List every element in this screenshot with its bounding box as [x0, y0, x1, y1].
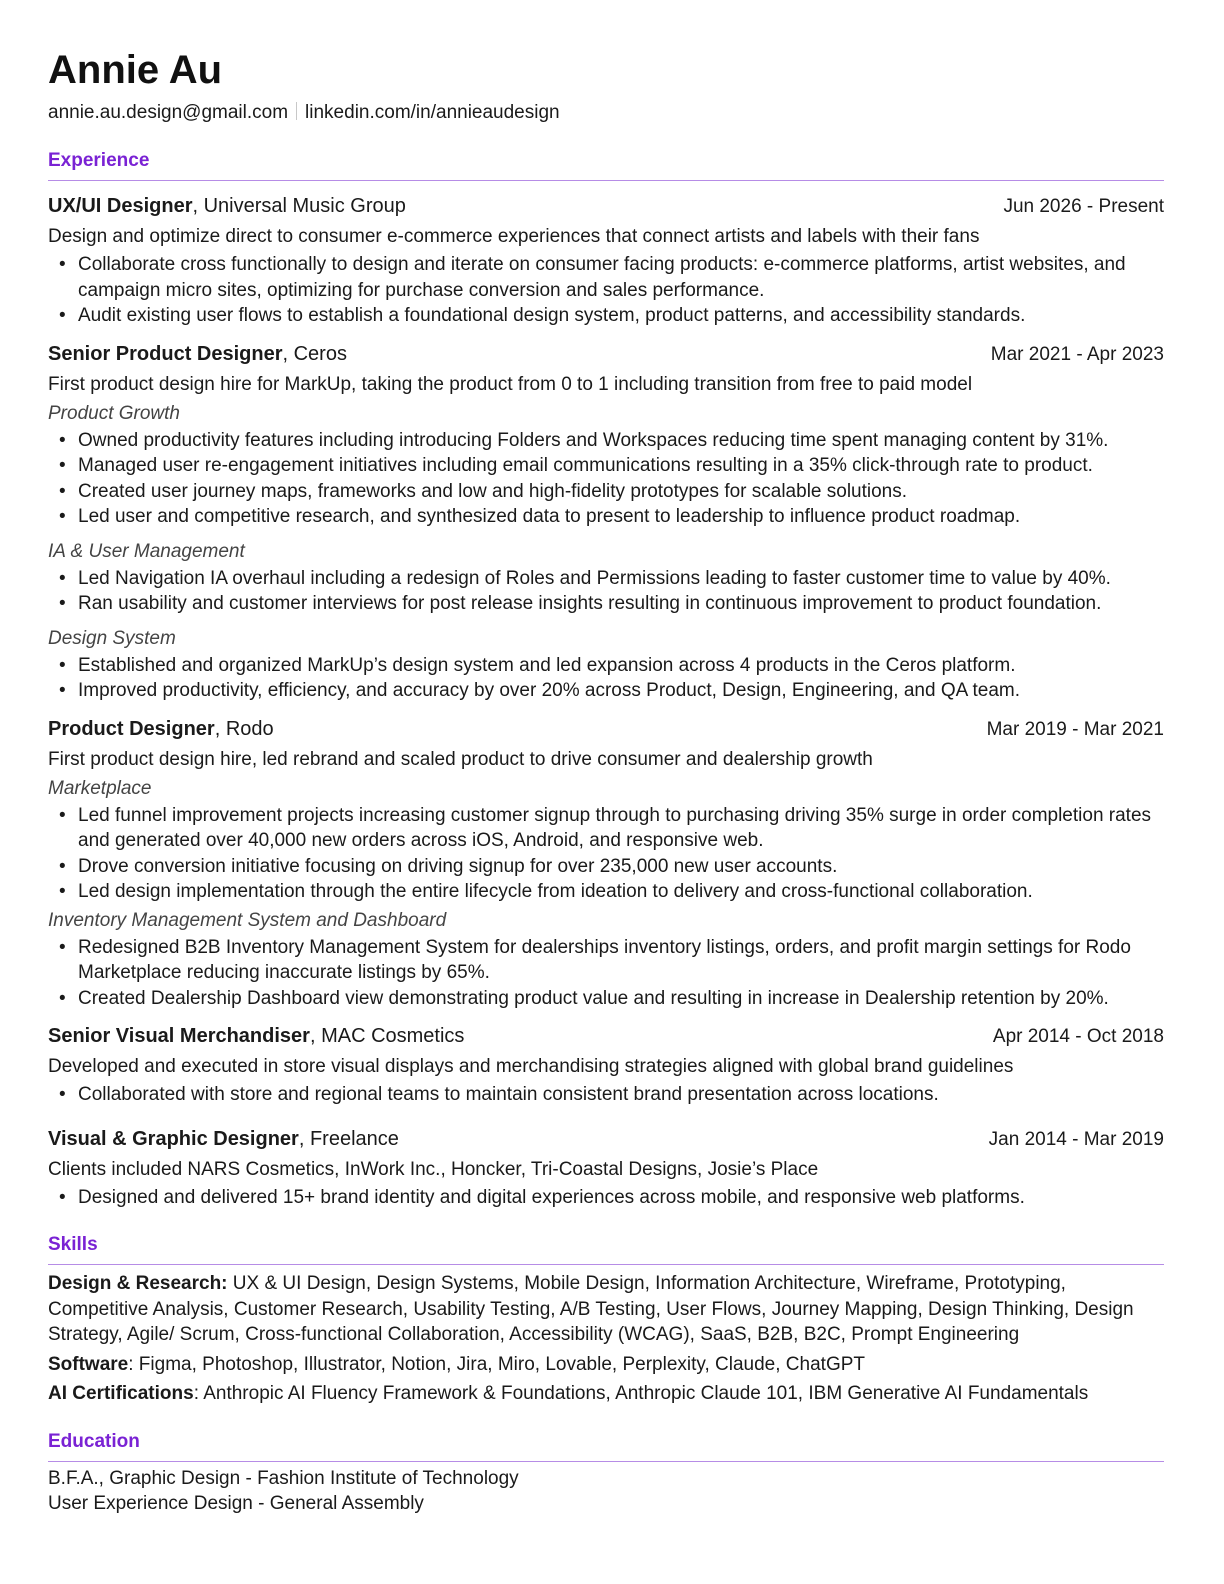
skill-text: : Anthropic AI Fluency Framework & Foundations, Anthropic Claude 101, IBM Generative AI Fundamentals — [193, 1383, 1089, 1404]
job-title: Senior Visual Merchandiser — [48, 1025, 310, 1047]
bullet-item: • Led design implementation through the entire lifecycle from ideation to delivery and cross-functional collaboration. — [48, 879, 1164, 905]
job-entry — [48, 341, 1164, 704]
job-summary: First product design hire for MarkUp, taking the product from 0 to 1 including transition from free to paid model — [48, 373, 973, 395]
job-company: , Freelance — [298, 1127, 399, 1150]
contact-line — [48, 100, 1164, 126]
skills-heading: Skills — [48, 1234, 98, 1255]
experience-heading: Experience — [48, 150, 150, 171]
job-header — [48, 1023, 1164, 1050]
job-company: , MAC Cosmetics — [309, 1025, 465, 1047]
bullet-item: • Established and organized MarkUp’s design system and led expansion across 4 products in the Ceros platform. — [48, 653, 1164, 679]
candidate-name: Annie Au — [48, 48, 223, 92]
bullet-item: • Designed and delivered 15+ brand identity and digital experiences across mobile, and responsive web platforms. — [48, 1185, 1164, 1211]
job-entry — [48, 1126, 1164, 1211]
job-summary: Clients included NARS Cosmetics, InWork Inc., Honcker, Tri-Coastal Designs, Josie’s Place — [48, 1158, 819, 1180]
job-header — [48, 341, 1164, 368]
job-dates: Jun 2026 - Present — [1003, 196, 1164, 217]
bullet-list — [48, 1082, 1164, 1108]
bullet-item: • Collaborated with store and regional teams to maintain consistent brand presentation across locations. — [48, 1082, 1164, 1108]
subsection-heading: Product Growth — [48, 402, 180, 424]
bullet-item: • Created Dealership Dashboard view demonstrating product value and resulting in increase in Dealership retention by 20%. — [48, 986, 1164, 1012]
bullet-list — [48, 428, 1164, 530]
bullet-item: • Collaborate cross functionally to design and iterate on consumer facing products: e-commerce platforms, artist websites, and campaign micro sites, optimizing for purchase conversion and sales performance. — [48, 252, 1164, 303]
job-title: Visual & Graphic Designer — [48, 1127, 299, 1150]
education-item: B.F.A., Graphic Design - Fashion Institute of Technology — [48, 1467, 519, 1489]
job-entry — [48, 193, 1164, 329]
bullet-item: • Redesigned B2B Inventory Management System for dealerships inventory listings, orders, and profit margin settings for Rodo Marketplace reducing inaccurate listings by 65%. — [48, 935, 1164, 986]
job-title: UX/UI Designer — [48, 195, 193, 217]
job-dates: Jan 2014 - Mar 2019 — [988, 1128, 1164, 1150]
job-header — [48, 1126, 1164, 1153]
job-entry — [48, 716, 1164, 1012]
subsection-heading: Marketplace — [48, 777, 152, 799]
skill-label: Design & Research: — [48, 1273, 228, 1294]
job-summary: Design and optimize direct to consumer e-commerce experiences that connect artists and labels with their fans — [48, 226, 980, 247]
subsection-heading: Design System — [48, 627, 176, 649]
bullet-list — [48, 566, 1164, 617]
skills-divider — [48, 1264, 1164, 1265]
job-company: , Ceros — [282, 342, 347, 365]
skills-design-research — [48, 1271, 1164, 1348]
bullet-item: • Owned productivity features including introducing Folders and Workspaces reducing time spent managing content by 31%. — [48, 428, 1164, 454]
bullet-item: • Drove conversion initiative focusing on driving signup for over 235,000 new user accounts. — [48, 854, 1164, 880]
job-title: Product Designer — [48, 717, 215, 740]
job-summary: Developed and executed in store visual displays and merchandising strategies aligned with global brand guidelines — [48, 1056, 1014, 1077]
contact-divider — [296, 102, 297, 120]
bullet-item: • Improved productivity, efficiency, and accuracy by over 20% across Product, Design, Engineering, and QA team. — [48, 678, 1164, 704]
bullet-item: • Led Navigation IA overhaul including a redesign of Roles and Permissions leading to faster customer time to value by 40%. — [48, 566, 1164, 592]
bullet-list — [48, 252, 1164, 329]
bullet-list — [48, 935, 1164, 1012]
skill-text: : Figma, Photoshop, Illustrator, Notion, Jira, Miro, Lovable, Perplexity, Claude, ChatGPT — [128, 1353, 866, 1375]
bullet-item: • Audit existing user flows to establish a foundational design system, product patterns, and accessibility standards. — [48, 303, 1164, 329]
linkedin-link[interactable]: linkedin.com/in/annieaudesign — [305, 102, 560, 123]
education-divider — [48, 1461, 1164, 1462]
bullet-list — [48, 1185, 1164, 1211]
job-dates: Mar 2021 - Apr 2023 — [990, 343, 1164, 365]
bullet-item: • Ran usability and customer interviews for post release insights resulting in continuous improvement to product foundation. — [48, 591, 1164, 617]
skills-software — [48, 1352, 1164, 1378]
email-link[interactable]: annie.au.design@gmail.com — [48, 102, 289, 123]
bullet-list — [48, 653, 1164, 704]
job-company: , Rodo — [214, 717, 274, 740]
job-header — [48, 716, 1164, 743]
skill-label: AI Certifications — [48, 1383, 194, 1404]
bullet-item: • Led funnel improvement projects increasing customer signup through to purchasing driving 35% surge in order completion rates and generated over 40,000 new orders across iOS, Android, and responsive web. — [48, 803, 1164, 854]
job-company: , Universal Music Group — [192, 195, 406, 217]
education-heading: Education — [48, 1430, 140, 1452]
bullet-item: • Managed user re-engagement initiatives including email communications resulting in a 35% click-through rate to product. — [48, 453, 1164, 479]
job-dates: Mar 2019 - Mar 2021 — [986, 718, 1164, 740]
experience-divider — [48, 180, 1164, 181]
education-item: User Experience Design - General Assembly — [48, 1493, 424, 1514]
bullet-item: • Created user journey maps, frameworks and low and high-fidelity prototypes for scalable solutions. — [48, 479, 1164, 505]
job-title: Senior Product Designer — [48, 342, 283, 365]
subsection-heading: Inventory Management System and Dashboard — [48, 909, 447, 931]
job-entry — [48, 1023, 1164, 1108]
skills-ai-certifications — [48, 1381, 1164, 1407]
skill-label: Software — [48, 1353, 129, 1375]
job-summary: First product design hire, led rebrand and scaled product to drive consumer and dealership growth — [48, 748, 873, 770]
job-dates: Apr 2014 - Oct 2018 — [992, 1026, 1164, 1047]
job-header — [48, 193, 1164, 220]
subsection-heading: IA & User Management — [48, 540, 245, 562]
bullet-list — [48, 803, 1164, 905]
skill-text: UX & UI Design, Design Systems, Mobile Design, Information Architecture, Wireframe, Prototyping, Competitive Analysis, Customer Research, Usability Testing, A/B Testing, User Flows, Journey Mapping, Design Thinking, Design Strategy, Agile/ Scrum, Cross-functional Collaboration, Accessibility (WCAG), SaaS, B2B, B2C, Prompt Engineering — [48, 1273, 1134, 1345]
bullet-item: • Led user and competitive research, and synthesized data to present to leadership to influence product roadmap. — [48, 504, 1164, 530]
